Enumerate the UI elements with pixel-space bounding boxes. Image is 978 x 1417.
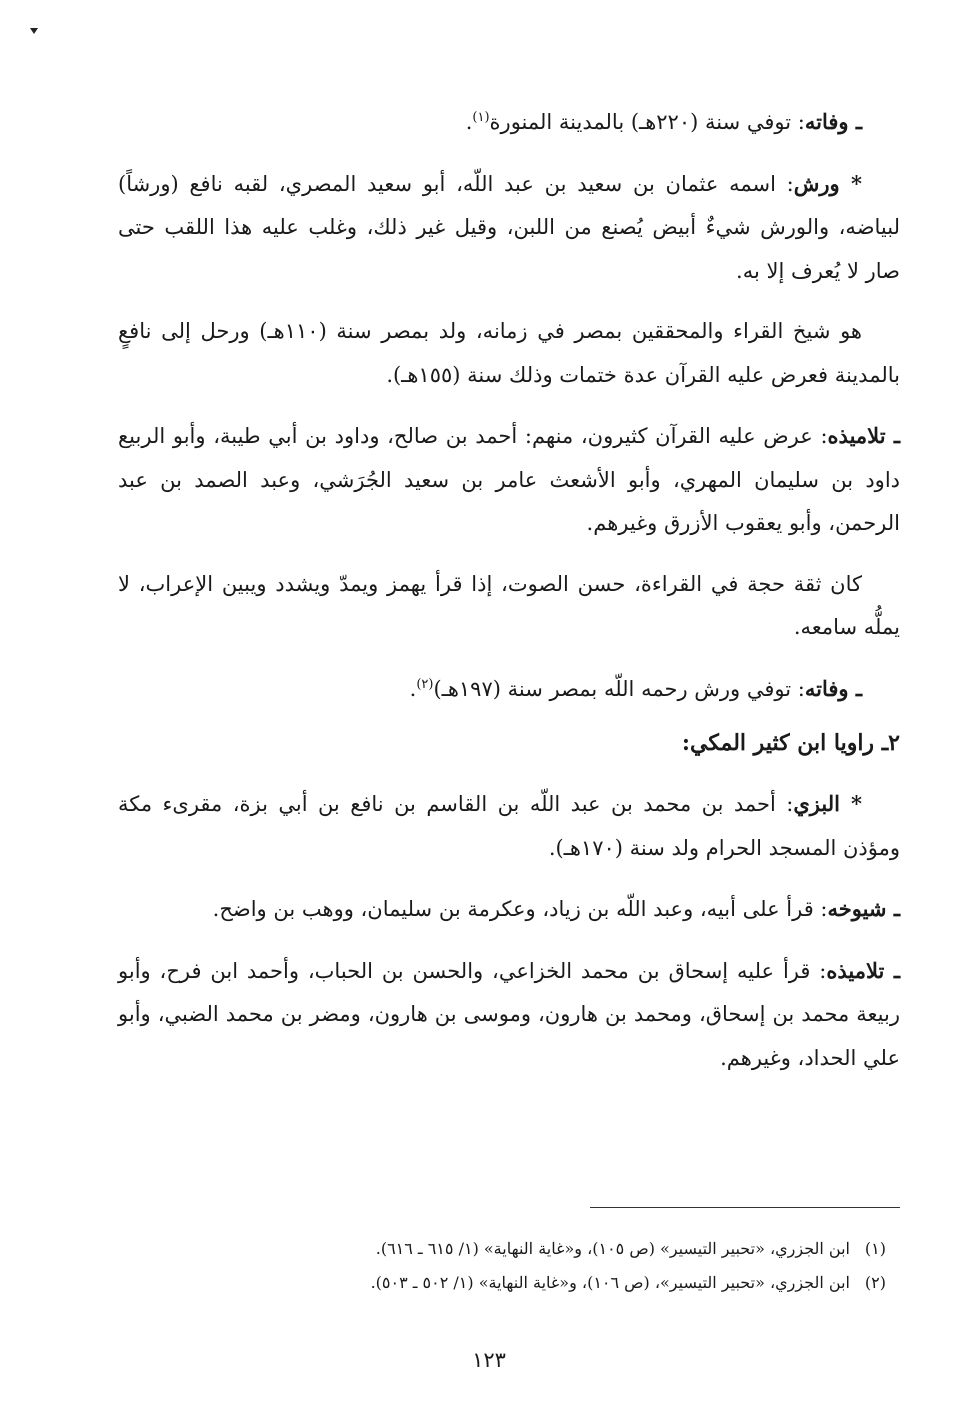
paragraph-text: كان ثقة حجة في القراءة، حسن الصوت، إذا قرأ يهمز ويمدّ ويشدد ويبين الإعراب، لا يملُّه سامعه. <box>118 571 900 639</box>
paragraph-text: : اسمه عثمان بن سعيد بن عبد اللّه، أبو سعيد المصري، لقبه نافع (ورشاً) لبياضه، والورش شيءٌ أبيض يُصنع من اللبن، وقيل غير ذلك، وغلب عليه هذا اللقب حتى صار لا يُعرف إلا به. <box>118 171 900 283</box>
footnote-2 <box>118 1266 886 1300</box>
paragraph-text: : توفي سنة (٢٢٠هـ) بالمدينة المنورة <box>489 110 805 134</box>
footnote-1 <box>118 1232 886 1266</box>
footnote-ref[interactable]: (٢) <box>416 676 434 692</box>
paragraph-bazzi-teachers <box>118 887 900 932</box>
footnote-divider <box>590 1207 900 1208</box>
footnote-text: ابن الجزري، «تحبير التيسير»، (ص ١٠٦)، و«غاية النهاية» (١/ ٥٠٢ ـ ٥٠٣). <box>370 1273 850 1292</box>
paragraph-warsh-name <box>118 162 900 294</box>
footnote-number: (١) <box>864 1239 886 1258</box>
corner-mark <box>30 28 38 34</box>
paragraph-death-qalun <box>118 100 900 145</box>
paragraph-text: : توفي ورش رحمه اللّه بمصر سنة (١٩٧هـ) <box>433 676 805 701</box>
footnotes <box>118 1232 886 1300</box>
lead-word: ـ وفاته <box>804 675 862 701</box>
paragraph-text: : قرأ عليه إسحاق بن محمد الخزاعي، والحسن بن الحباب، وأحمد ابن فرح، وأبو ربيعة محمد بن إسحاق، ومحمد بن هارون، وموسى بن هارون، ومضر بن محمد الضبي، وأبو علي الحداد، وغيرهم. <box>118 958 900 1070</box>
lead-word: ـ تلاميذه <box>826 957 901 983</box>
page-number: ١٢٣ <box>472 1348 506 1372</box>
lead-word: * البزي <box>793 791 862 816</box>
paragraph-warsh-bio <box>118 310 900 397</box>
lead-word: ـ وفاته <box>804 109 862 134</box>
paragraph-text: هو شيخ القراء والمحققين بمصر في زمانه، ولد بمصر سنة (١١٠هـ) ورحل إلى نافعٍ بالمدينة فعرض عليه القرآن عدة ختمات وذلك سنة (١٥٥هـ). <box>118 319 900 387</box>
paragraph-warsh-quality <box>118 563 900 650</box>
lead-word: * ورش <box>793 170 862 196</box>
period: . <box>465 110 473 134</box>
footnote-ref[interactable]: (١) <box>472 110 490 125</box>
lead-word: ـ تلاميذه <box>827 423 900 448</box>
period: . <box>409 676 417 701</box>
paragraph-bazzi-students <box>118 949 900 1081</box>
lead-word: ـ شيوخه <box>827 896 900 921</box>
section-heading: ٢ـ راويا ابن كثير المكي: <box>681 730 900 756</box>
footnote-text: ابن الجزري، «تحبير التيسير» (ص ١٠٥)، و«غاية النهاية» (١/ ٦١٥ ـ ٦١٦). <box>375 1239 850 1258</box>
paragraph-text: : قرأ على أبيه، وعبد اللّه بن زياد، وعكرمة بن سليمان، ووهب بن واضح. <box>212 897 828 921</box>
paragraph-death-warsh <box>118 667 900 712</box>
paragraph-text: : أحمد بن محمد بن عبد اللّه بن القاسم بن نافع بن أبي بزة، مقرىء مكة ومؤذن المسجد الحرام ولد سنة (١٧٠هـ). <box>118 792 900 860</box>
paragraph-bazzi-name <box>118 782 900 870</box>
footnote-number: (٢) <box>864 1273 886 1292</box>
paragraph-text: : عرض عليه القرآن كثيرون، منهم: أحمد بن صالح، وداود بن أبي طيبة، وأبو الربيع داود بن سليمان المهري، وأبو الأشعث عامر بن سعيد الجُرَشي، وعبد الصمد بن عبد الرحمن، وأبو يعقوب الأزرق وغيرهم. <box>118 424 900 535</box>
page-body <box>118 100 900 1080</box>
paragraph-warsh-students <box>118 414 900 546</box>
